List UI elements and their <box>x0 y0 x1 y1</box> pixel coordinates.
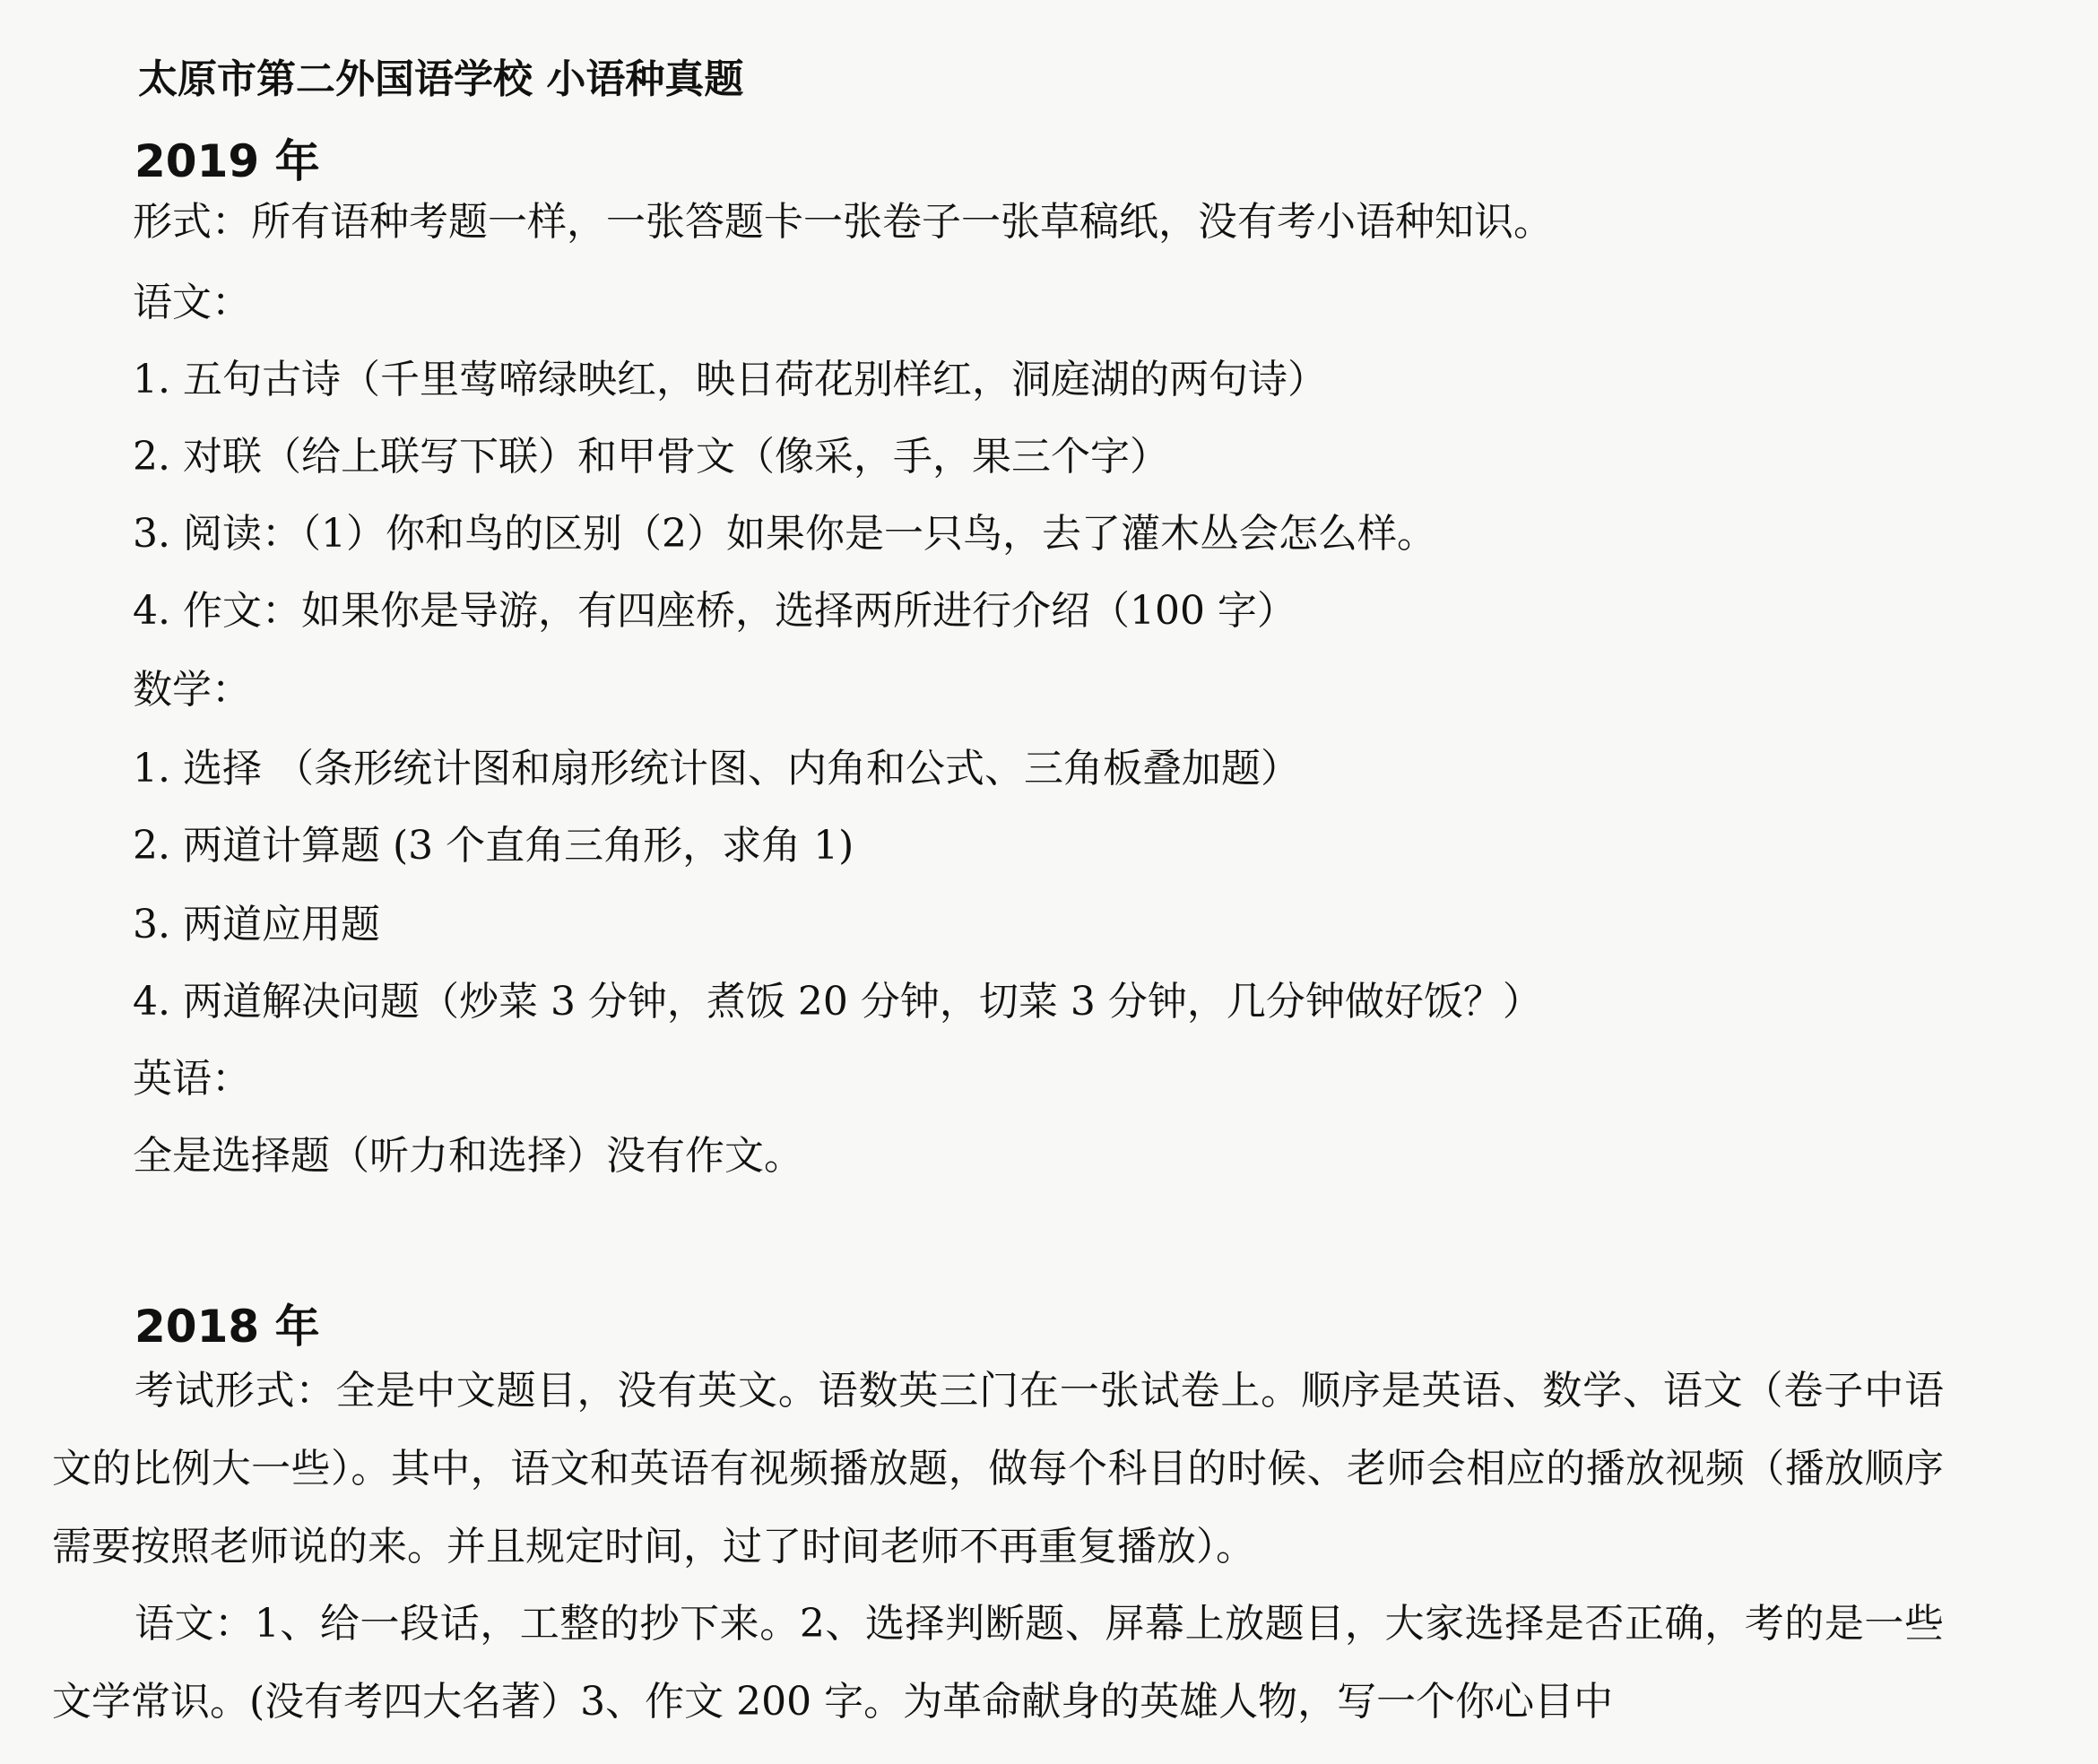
format-line-2019: 形式：所有语种考题一样，一张答题卡一张卷子一张草稿纸，没有考小语种知识。 <box>133 199 1553 245</box>
math-heading-2019: 数学： <box>133 667 251 713</box>
math-item-4: 4. 两道解决问题（炒菜 3 分钟，煮饭 20 分钟，切菜 3 分钟，几分钟做好饭？） <box>133 979 1542 1025</box>
chinese-heading-2019: 语文： <box>133 280 251 325</box>
chinese-item-4: 4. 作文：如果你是导游，有四座桥，选择两所进行介绍（100 字） <box>133 588 1296 634</box>
chinese-item-1: 1. 五句古诗（千里莺啼绿映红，映日荷花别样红，洞庭湖的两句诗） <box>133 357 1327 402</box>
chinese-paragraph-2018: 语文：1、给一段话，工整的抄下来。2、选择判断题、屏幕上放题目，大家选择是否正确，考的是一些文学常识。(没有考四大名著）3、作文 200 字。为革命献身的英雄人物，写一个你心目中 <box>52 1601 1944 1725</box>
english-heading-2019: 英语： <box>133 1056 251 1102</box>
year-heading-2018: 2018 年 <box>134 1301 320 1353</box>
math-item-2: 2. 两道计算题 (3 个直角三角形，求角 1) <box>133 823 854 869</box>
document-title: 太原市第二外国语学校 小语种真题 <box>138 56 744 102</box>
math-item-3: 3. 两道应用题 <box>133 902 380 947</box>
math-item-1: 1. 选择 （条形统计图和扇形统计图、内角和公式、三角板叠加题） <box>133 746 1300 791</box>
english-text-2019: 全是选择题（听力和选择）没有作文。 <box>133 1133 803 1179</box>
year-heading-2019: 2019 年 <box>134 135 320 187</box>
exam-format-paragraph-2018: 考试形式：全是中文题目，没有英文。语数英三门在一张试卷上。顺序是英语、数学、语文（卷子中语文的比例大一些）。其中，语文和英语有视频播放题，做每个科目的时候、老师会相应的播放视频（播放顺序需要按照老师说的来。并且规定时间，过了时间老师不再重复播放）。 <box>52 1368 1944 1569</box>
chinese-item-3: 3. 阅读：（1）你和鸟的区别（2）如果你是一只鸟，去了灌木丛会怎么样。 <box>133 511 1436 557</box>
chinese-item-2: 2. 对联（给上联写下联）和甲骨文（像采，手，果三个字） <box>133 434 1169 480</box>
